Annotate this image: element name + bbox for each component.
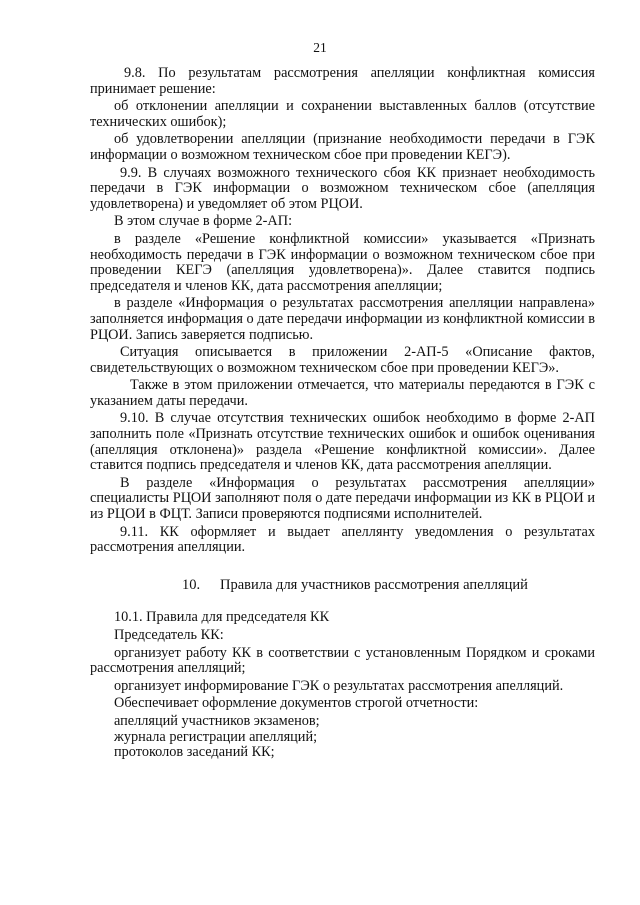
page-number: 21 (313, 40, 327, 55)
paragraph-decision-reject: об отклонении апелляции и сохранении выставленных баллов (отсутствие технических ошибок); (90, 98, 595, 130)
section-10-number: 10. (182, 576, 201, 593)
paragraph-commission-decision-section: в разделе «Решение конфликтной комиссии» указывается «Признать необходимость передачи в ГЭК информации о возможном техническом сбое при проведении КЕГЭ (апелляция удовлетворена)». Далее ставится подпись председателя и членов КК, дата рассмотрения апелляции; (90, 230, 595, 294)
paragraph-9-8: 9.8. По результатам рассмотрения апелляции конфликтная комиссия принимает решение: (90, 65, 595, 97)
list-item-appeals: апелляций участников экзаменов; (114, 712, 320, 729)
paragraph-chairman: Председатель КК: (114, 627, 224, 643)
paragraph-9-9: 9.9. В случаях возможного технического сбоя КК признает необходимость передачи в ГЭК информации о возможном техническом сбое (апелляция удовлетворена) и уведомляет об этом РЦОИ. (90, 164, 595, 212)
paragraph-appendix-2ap5: Ситуация описывается в приложении 2-АП-5 «Описание фактов, свидетельствующих о возможном техническом сбое при проведении КЕГЭ». (90, 344, 595, 376)
paragraph-form-2ap: В этом случае в форме 2-АП: (114, 213, 293, 230)
paragraph-appendix-note: Также в этом приложении отмечается, что материалы передаются в ГЭК с указанием даты передачи. (90, 377, 595, 409)
paragraph-organizes-work: организует работу КК в соответствии с установленным Порядком и сроками рассмотрения апелляций; (90, 644, 595, 677)
list-item-protocols: протоколов заседаний КК; (114, 744, 275, 761)
paragraph-decision-accept: об удовлетворении апелляции (признание необходимости передачи в ГЭК информации о возможном техническом сбое при проведении КЕГЭ). (90, 131, 595, 163)
paragraph-9-11: 9.11. КК оформляет и выдает апеллянту уведомления о результатах рассмотрения апелляции. (90, 523, 595, 556)
section-10-title: Правила для участников рассмотрения апелляций (220, 576, 528, 593)
document-body (90, 66, 595, 761)
paragraph-results-info-section: в разделе «Информация о результатах рассмотрения апелляции направлена» заполняется информация о дате передачи информации из конфликтной комиссии в РЦОИ. Запись заверяется подписью. (90, 295, 595, 343)
section-10-heading (90, 578, 595, 594)
paragraph-strict-documents: Обеспечивает оформление документов строгой отчетности: (114, 695, 479, 712)
paragraph-10-1: 10.1. Правила для председателя КК (114, 609, 330, 626)
paragraph-9-10: 9.10. В случае отсутствия технических ошибок необходимо в форме 2-АП заполнить поле «Признать отсутствие технических ошибок и ошибок оценивания (апелляция отклонена)» раздела «Решение конфликтной комиссии». Далее ставится подпись председателя и членов КК, дата рассмотрения апелляции. (90, 410, 595, 474)
paragraph-organizes-informing: организует информирование ГЭК о результатах рассмотрения апелляций. (114, 677, 564, 694)
paragraph-rcoi-specialists: В разделе «Информация о результатах рассмотрения апелляции» специалисты РЦОИ заполняют поля о дате передачи информации из КК в РЦОИ и из РЦОИ в ФЦТ. Записи проверяются подписями исполнителей. (90, 474, 595, 523)
list-item-registration-journal: журнала регистрации апелляций; (114, 728, 318, 745)
